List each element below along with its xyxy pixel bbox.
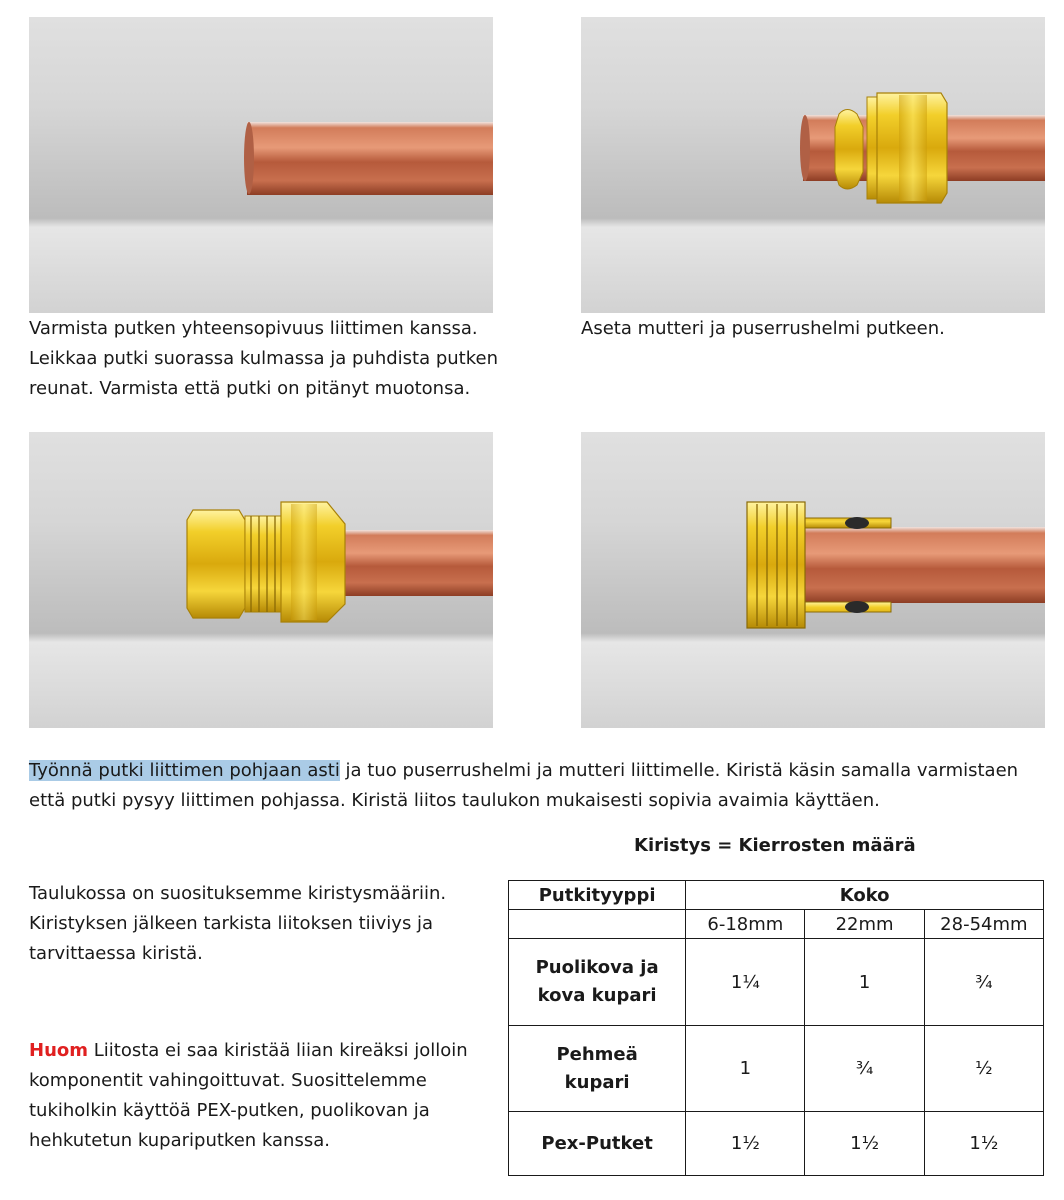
fitting-body-cutaway [747, 502, 805, 628]
warning-note [29, 1036, 489, 1156]
size-header: 28-54mm [924, 910, 1043, 939]
warning-label: Huom [29, 1040, 89, 1061]
pipe-end [800, 115, 810, 181]
table-title: Kiristys = Kierrosten määrä [634, 835, 916, 856]
table-cell: ¾ [805, 1026, 924, 1112]
step2-image [581, 17, 1045, 313]
table-cell: 1½ [686, 1112, 805, 1176]
olive-section-bottom [845, 601, 869, 613]
table-cell: 1¼ [686, 939, 805, 1026]
step4-image [581, 432, 1045, 728]
step2-caption: Aseta mutteri ja puserrushelmi putkeen. [581, 318, 945, 339]
table-cell: ½ [924, 1026, 1043, 1112]
table-cell: 1 [686, 1026, 805, 1112]
col-header-size: Koko [686, 881, 1044, 910]
table-row [509, 939, 1044, 1026]
step3-highlight: Työnnä putki liittimen pohjaan asti [29, 760, 340, 781]
step1-caption: Varmista putken yhteensopivuus liittimen kanssa. Leikkaa putki suorassa kulmassa ja puhdista putken reunat. Varmista että putki on pitänyt muotonsa. [29, 318, 498, 399]
copper-pipe [805, 527, 1045, 603]
col-header-type: Putkityyppi [509, 881, 686, 910]
tightening-table [508, 880, 1044, 1176]
olive-section-top [845, 517, 869, 529]
size-header: 6-18mm [686, 910, 805, 939]
pipe-type: Pehmeä kupari [509, 1026, 686, 1112]
copper-pipe [329, 530, 493, 596]
pipe-end [244, 122, 254, 194]
table-cell: 1½ [805, 1112, 924, 1176]
step3-text: ja tuo puserrushelmi ja mutteri liittimelle. Kiristä käsin samalla varmistaen että putki pysyy liittimen pohjassa. Kiristä liitos taulukon mukaisesti sopivia avaimia käyttäen. [29, 760, 1019, 811]
size-header: 22mm [805, 910, 924, 939]
step3-image [29, 432, 493, 728]
table-cell: ¾ [924, 939, 1043, 1026]
pipe-type: Puolikova ja kova kupari [509, 939, 686, 1026]
warning-text: Liitosta ei saa kiristää liian kireäksi jolloin komponentit vahingoittuvat. Suosittelemme tukiholkin käyttöä PEX-putken, puolikovan ja hehkutetun kupariputken kanssa. [29, 1040, 468, 1151]
table-cell: 1 [805, 939, 924, 1026]
olive-ring [835, 110, 863, 190]
table-note: Taulukossa on suosituksemme kiristysmääriin. Kiristyksen jälkeen tarkista liitoksen tiiviys ja tarvittaessa kiristä. [29, 883, 447, 964]
step1-image [29, 17, 493, 313]
table-row [509, 1026, 1044, 1112]
copper-pipe [247, 122, 493, 195]
pipe-type: Pex-Putket [509, 1112, 686, 1176]
nut-collar [867, 97, 877, 199]
step3-caption [29, 756, 1039, 816]
table-cell: 1½ [924, 1112, 1043, 1176]
empty-cell [509, 910, 686, 939]
fitting-body [187, 510, 245, 618]
table-row [509, 1112, 1044, 1176]
